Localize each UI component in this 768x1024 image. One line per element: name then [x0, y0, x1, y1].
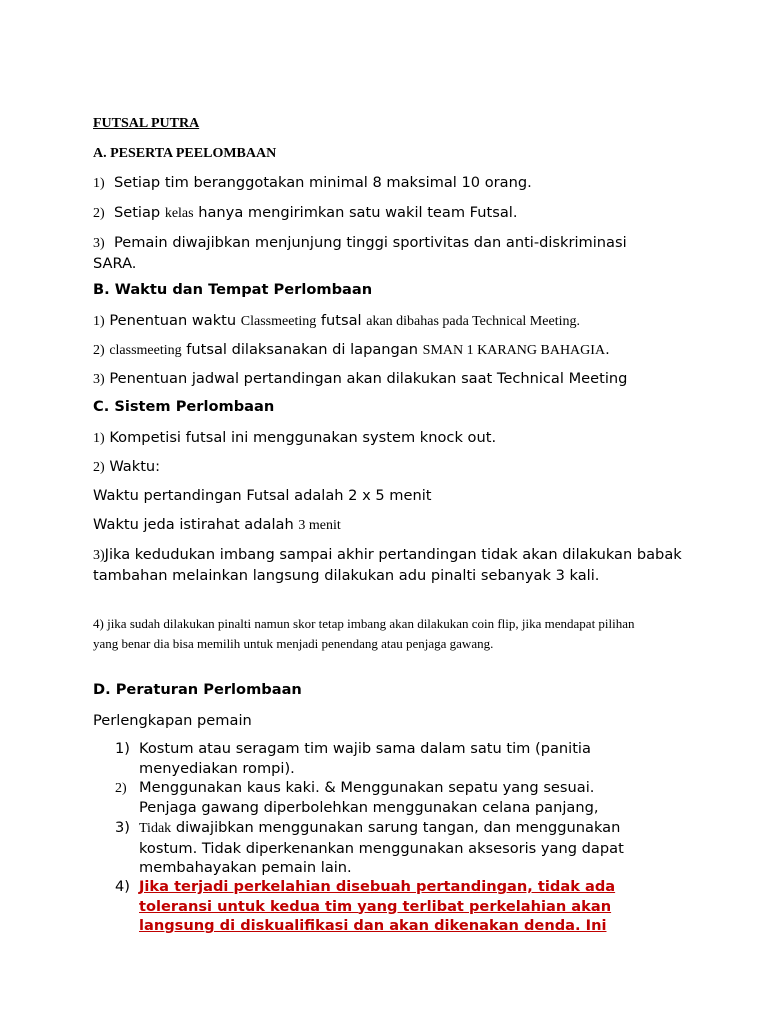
- item-number: 3): [115, 819, 130, 836]
- item-text-b: Classmeeting: [240, 314, 317, 329]
- item-text-pre: Tidak: [139, 821, 172, 836]
- match-time-text: Waktu pertandingan Futsal adalah 2 x 5 menit: [93, 487, 432, 504]
- item-number: 4): [115, 878, 130, 895]
- item-text-post: hanya mengirimkan satu wakil team Futsal.: [198, 204, 518, 221]
- item-text-d: akan dibahas pada Technical Meeting.: [366, 314, 580, 329]
- section-d-item-1: [115, 739, 660, 778]
- item-number: 1): [93, 176, 105, 191]
- break-time-text: [93, 515, 683, 536]
- item-number: 1): [93, 431, 105, 446]
- item-text-mid: kelas: [164, 206, 194, 221]
- item-number: 1): [93, 314, 105, 329]
- item-text: diwajibkan menggunakan sarung tangan, dan menggunakan kostum. Tidak diperkenankan menggunakan aksesoris yang dapat membahayakan pemain lain.: [139, 819, 624, 876]
- section-b-item-2: [93, 340, 733, 361]
- item-text: Menggunakan kaus kaki. & Menggunakan sepatu yang sesuai. Penjaga gawang diperbolehkan menggunakan celana panjang,: [139, 779, 599, 816]
- item-text: Waktu:: [109, 458, 161, 475]
- section-b-item-1: [93, 311, 733, 332]
- item-text-c: futsal: [320, 312, 362, 329]
- section-a-heading: A. PESERTA PEELOMBAAN: [93, 146, 277, 161]
- section-b-item-3: [93, 369, 733, 390]
- document-title: FUTSAL PUTRA: [93, 116, 200, 131]
- section-d-item-4: [115, 877, 660, 936]
- section-c-item-4: 4) jika sudah dilakukan pinalti namun skor tetap imbang akan dilakukan coin flip, jika mendapat pilihan yang benar dia bisa memilih untuk menjadi penendang atau penjaga gawang.: [93, 616, 635, 651]
- item-text-b: futsal dilaksanakan di lapangan: [186, 341, 419, 358]
- item-text-c: SMAN 1 KARANG BAHAGIA: [422, 343, 606, 358]
- break-time-label: Waktu jeda istirahat adalah: [93, 516, 294, 533]
- section-c-item-1: [93, 428, 683, 449]
- item-text-pre: Setiap: [113, 204, 161, 221]
- section-a-item-3: [93, 233, 673, 273]
- section-d-subheading: Perlengkapan pemain: [93, 712, 252, 729]
- item-number: 3): [93, 236, 105, 251]
- section-c-item-3: [93, 545, 683, 585]
- item-number: 2): [93, 343, 105, 358]
- item-text: Jika kedudukan imbang sampai akhir pertandingan tidak akan dilakukan babak tambahan melainkan langsung dilakukan adu pinalti sebanyak 3 kali.: [93, 546, 682, 584]
- section-d-item-2: [115, 778, 635, 817]
- item-number: 1): [115, 740, 130, 757]
- item-number: 2): [93, 460, 105, 475]
- section-c-heading: C. Sistem Perlombaan: [93, 398, 275, 415]
- item-text: Pemain diwajibkan menjunjung tinggi sportivitas dan anti-diskriminasi SARA.: [93, 234, 627, 272]
- item-number: 3): [93, 548, 105, 563]
- item-text: Kostum atau seragam tim wajib sama dalam satu tim (panitia menyediakan rompi).: [139, 740, 591, 777]
- break-time-value: 3 menit: [298, 518, 341, 533]
- section-a-item-2: [93, 203, 683, 224]
- section-b-heading: B. Waktu dan Tempat Perlombaan: [93, 281, 373, 298]
- section-d-item-3: [115, 818, 660, 878]
- section-d-heading: D. Peraturan Perlombaan: [93, 681, 302, 698]
- item-number: 2): [93, 206, 105, 221]
- item-number: 2): [115, 781, 127, 796]
- item-number: 3): [93, 372, 105, 387]
- item-text-a: Penentuan waktu: [109, 312, 237, 329]
- item-text: Setiap tim beranggotakan minimal 8 maksimal 10 orang.: [113, 174, 532, 191]
- item-text-d: .: [605, 341, 610, 358]
- item-text: Kompetisi futsal ini menggunakan system knock out.: [109, 429, 497, 446]
- section-a-item-1: [93, 173, 683, 194]
- item-text: Penentuan jadwal pertandingan akan dilakukan saat Technical Meeting: [109, 370, 628, 387]
- section-c-item-2: [93, 457, 683, 478]
- warning-text: Jika terjadi perkelahian disebuah pertandingan, tidak ada toleransi untuk kedua tim yang terlibat perkelahian akan langsung di diskualifikasi dan akan dikenakan denda. Ini: [139, 878, 616, 934]
- item-text-a: classmeeting: [109, 343, 182, 358]
